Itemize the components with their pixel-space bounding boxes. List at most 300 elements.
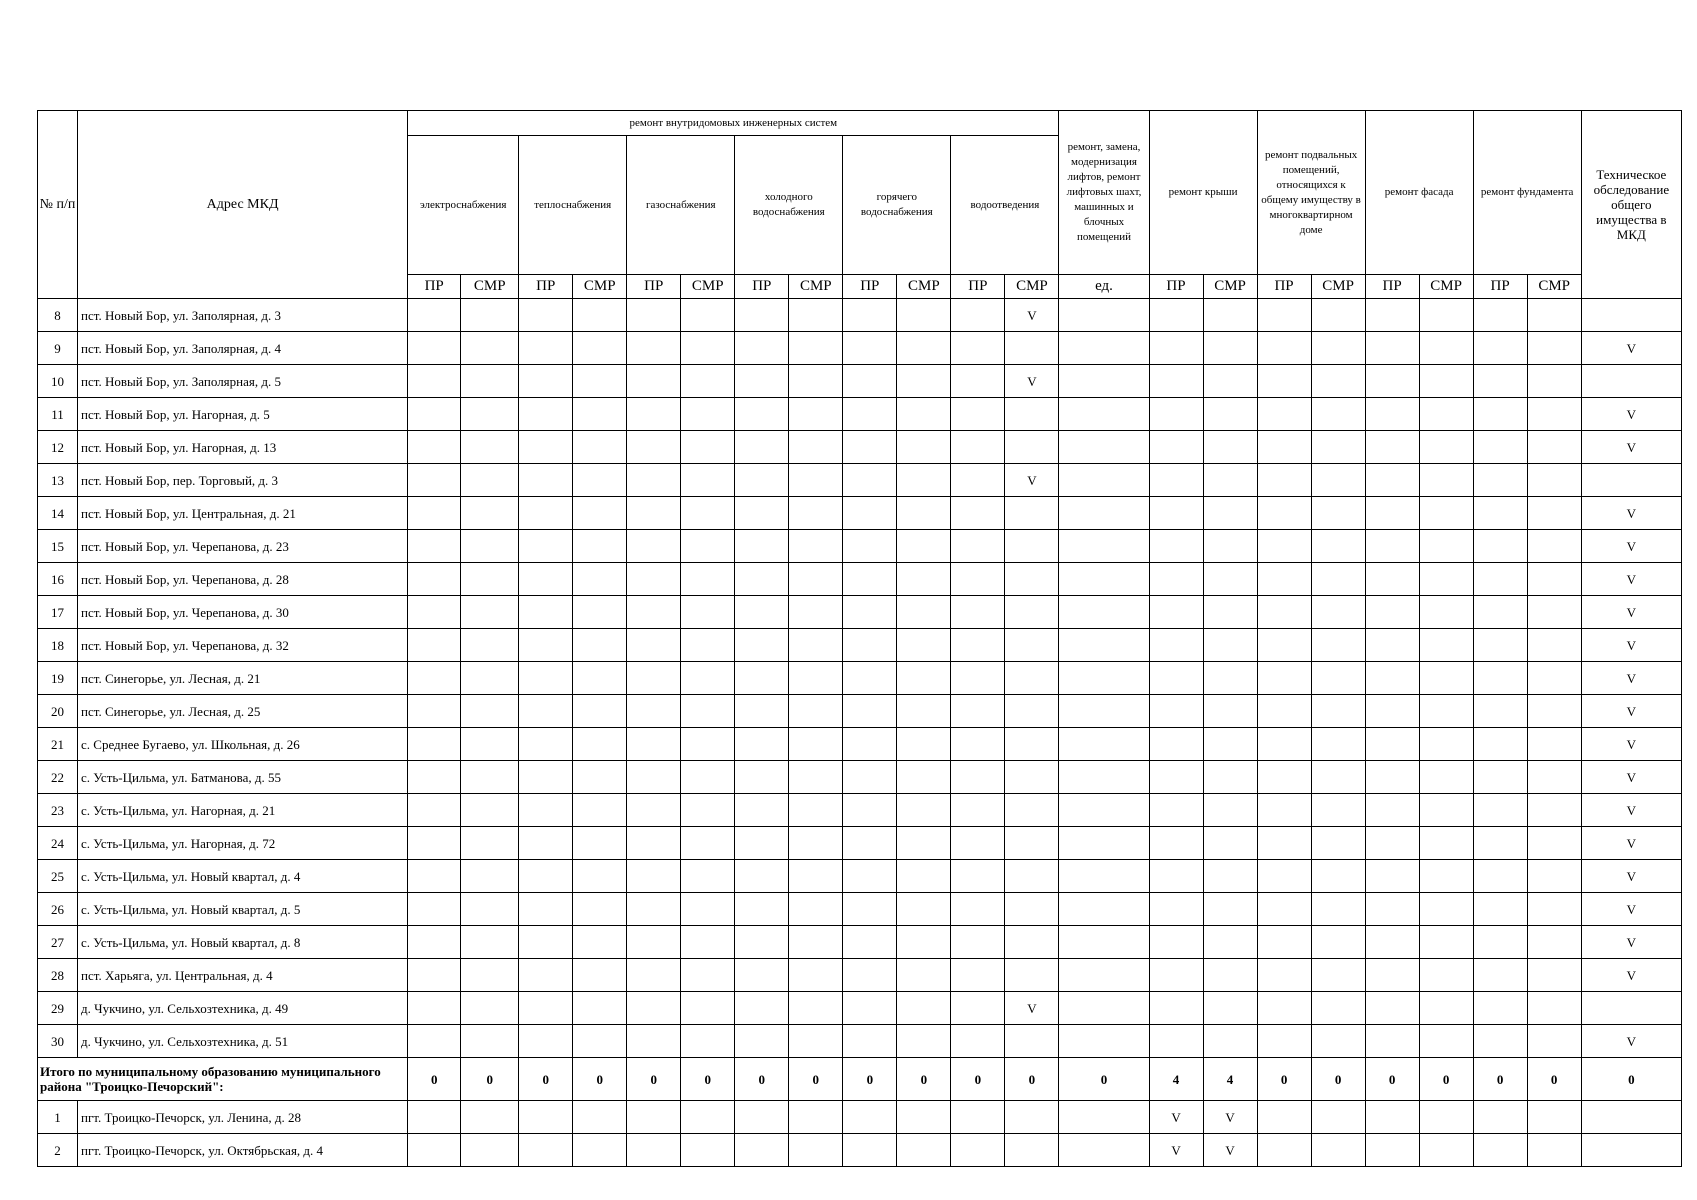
- header-cold-water: холодного водоснабжения: [735, 136, 843, 275]
- row-cell: [897, 365, 951, 398]
- row-cell: V: [1581, 497, 1681, 530]
- row-cell: [681, 695, 735, 728]
- row-cell: [1257, 893, 1311, 926]
- row-cell: [1581, 299, 1681, 332]
- row-cell: [1257, 1025, 1311, 1058]
- header-heat: теплоснабжения: [519, 136, 627, 275]
- row-cell: [951, 431, 1005, 464]
- row-cell: [843, 695, 897, 728]
- row-cell: [1005, 959, 1059, 992]
- row-number: 30: [38, 1025, 78, 1058]
- row-cell: [627, 959, 681, 992]
- row-cell: [1257, 629, 1311, 662]
- row-cell: [1419, 860, 1473, 893]
- row-cell: [627, 365, 681, 398]
- row-cell: [951, 794, 1005, 827]
- row-number: 19: [38, 662, 78, 695]
- row-cell: [681, 365, 735, 398]
- row-cell: [789, 596, 843, 629]
- row-cell: [519, 794, 573, 827]
- row-cell: [1527, 431, 1581, 464]
- row-cell: [951, 596, 1005, 629]
- row-cell: [627, 497, 681, 530]
- header-num: № п/п: [38, 111, 78, 299]
- row-cell: [1149, 332, 1203, 365]
- row-cell: [519, 299, 573, 332]
- row-cell: [897, 1134, 951, 1167]
- header-gas: газоснабжения: [627, 136, 735, 275]
- row-cell: [843, 332, 897, 365]
- row-cell: [1005, 596, 1059, 629]
- row-cell: [408, 464, 461, 497]
- row-cell: [461, 992, 519, 1025]
- row-cell: [681, 926, 735, 959]
- header-pr: ПР: [1365, 275, 1419, 299]
- row-cell: [1365, 992, 1419, 1025]
- row-cell: [1311, 1134, 1365, 1167]
- row-cell: V: [1005, 992, 1059, 1025]
- row-number: 25: [38, 860, 78, 893]
- row-cell: [1473, 1134, 1527, 1167]
- row-cell: [735, 827, 789, 860]
- row-cell: [951, 563, 1005, 596]
- row-cell: V: [1005, 299, 1059, 332]
- row-cell: [1005, 860, 1059, 893]
- row-cell: [1419, 431, 1473, 464]
- row-cell: [627, 761, 681, 794]
- row-cell: [843, 926, 897, 959]
- row-cell: [1149, 563, 1203, 596]
- row-cell: V: [1581, 1025, 1681, 1058]
- row-cell: [789, 1101, 843, 1134]
- row-cell: [1419, 497, 1473, 530]
- row-cell: [1311, 497, 1365, 530]
- row-cell: [681, 1101, 735, 1134]
- row-cell: [519, 695, 573, 728]
- row-cell: [1203, 794, 1257, 827]
- row-cell: [843, 464, 897, 497]
- table-row: [38, 860, 1682, 893]
- row-address: пст. Новый Бор, ул. Заполярная, д. 4: [78, 332, 408, 365]
- row-cell: [1149, 827, 1203, 860]
- row-cell: [1527, 827, 1581, 860]
- row-cell: [1473, 827, 1527, 860]
- row-cell: [1311, 827, 1365, 860]
- row-cell: [1257, 827, 1311, 860]
- row-cell: [627, 662, 681, 695]
- row-cell: V: [1581, 893, 1681, 926]
- row-cell: [1311, 695, 1365, 728]
- row-cell: [1059, 860, 1149, 893]
- row-cell: [408, 497, 461, 530]
- row-cell: [627, 926, 681, 959]
- row-cell: [627, 1134, 681, 1167]
- row-cell: [951, 695, 1005, 728]
- row-cell: [1419, 629, 1473, 662]
- row-cell: [951, 332, 1005, 365]
- row-cell: 0: [735, 1058, 789, 1101]
- row-cell: [1311, 464, 1365, 497]
- row-cell: [897, 431, 951, 464]
- row-cell: [1473, 695, 1527, 728]
- row-cell: [519, 563, 573, 596]
- table-header: [38, 111, 1682, 299]
- row-cell: [1311, 365, 1365, 398]
- row-cell: [789, 794, 843, 827]
- row-cell: [735, 695, 789, 728]
- row-cell: [951, 926, 1005, 959]
- row-cell: [573, 761, 627, 794]
- row-number: 9: [38, 332, 78, 365]
- row-cell: [1527, 926, 1581, 959]
- row-cell: [681, 893, 735, 926]
- row-cell: [1257, 596, 1311, 629]
- row-cell: 0: [573, 1058, 627, 1101]
- row-cell: [951, 662, 1005, 695]
- row-cell: [408, 431, 461, 464]
- row-cell: [1203, 860, 1257, 893]
- row-cell: V: [1581, 563, 1681, 596]
- row-cell: [789, 662, 843, 695]
- row-cell: [789, 1025, 843, 1058]
- row-cell: [1005, 926, 1059, 959]
- row-cell: [735, 662, 789, 695]
- row-address: пст. Новый Бор, ул. Центральная, д. 21: [78, 497, 408, 530]
- row-cell: [1527, 332, 1581, 365]
- row-cell: [1365, 1134, 1419, 1167]
- row-cell: [735, 464, 789, 497]
- row-cell: [681, 794, 735, 827]
- header-pr: ПР: [408, 275, 461, 299]
- row-cell: [843, 728, 897, 761]
- row-cell: [1257, 695, 1311, 728]
- row-cell: V: [1581, 926, 1681, 959]
- row-cell: [573, 1025, 627, 1058]
- row-cell: [1527, 860, 1581, 893]
- row-number: 17: [38, 596, 78, 629]
- row-cell: [461, 398, 519, 431]
- row-cell: [408, 596, 461, 629]
- row-cell: [1257, 365, 1311, 398]
- row-cell: [1059, 596, 1149, 629]
- row-cell: [1419, 1025, 1473, 1058]
- row-address: пст. Новый Бор, ул. Нагорная, д. 5: [78, 398, 408, 431]
- row-cell: 0: [897, 1058, 951, 1101]
- row-cell: [1203, 596, 1257, 629]
- row-cell: [408, 530, 461, 563]
- header-electro: электроснабжения: [408, 136, 519, 275]
- row-cell: 0: [1365, 1058, 1419, 1101]
- row-cell: [519, 926, 573, 959]
- row-cell: [1059, 761, 1149, 794]
- row-cell: [519, 893, 573, 926]
- row-number: 10: [38, 365, 78, 398]
- header-smr: СМР: [681, 275, 735, 299]
- header-lifts: ремонт, замена, модернизация лифтов, ремонт лифтовых шахт, машинных и блочных помещений: [1059, 111, 1149, 275]
- row-cell: 0: [681, 1058, 735, 1101]
- row-cell: [461, 662, 519, 695]
- row-cell: [843, 596, 897, 629]
- row-cell: [789, 959, 843, 992]
- row-cell: [573, 332, 627, 365]
- row-cell: [573, 959, 627, 992]
- row-cell: [1527, 530, 1581, 563]
- row-cell: [1257, 563, 1311, 596]
- row-cell: [408, 299, 461, 332]
- row-cell: 0: [1257, 1058, 1311, 1101]
- row-cell: [897, 398, 951, 431]
- row-cell: [1203, 365, 1257, 398]
- row-cell: [681, 530, 735, 563]
- row-cell: [897, 530, 951, 563]
- row-cell: [1365, 332, 1419, 365]
- row-cell: V: [1581, 794, 1681, 827]
- row-cell: 0: [789, 1058, 843, 1101]
- table-row: [38, 464, 1682, 497]
- row-cell: [1581, 464, 1681, 497]
- row-cell: [1473, 794, 1527, 827]
- row-cell: [1149, 992, 1203, 1025]
- row-cell: [519, 761, 573, 794]
- row-cell: [1203, 827, 1257, 860]
- header-pr: ПР: [627, 275, 681, 299]
- row-cell: [843, 530, 897, 563]
- row-cell: [1527, 992, 1581, 1025]
- row-cell: [1005, 431, 1059, 464]
- row-cell: [1005, 893, 1059, 926]
- row-cell: [1149, 497, 1203, 530]
- row-cell: [1365, 398, 1419, 431]
- row-cell: [1473, 893, 1527, 926]
- row-cell: [1059, 563, 1149, 596]
- row-cell: [408, 365, 461, 398]
- row-cell: [461, 827, 519, 860]
- row-address: пст. Синегорье, ул. Лесная, д. 21: [78, 662, 408, 695]
- row-cell: [951, 530, 1005, 563]
- row-cell: [897, 695, 951, 728]
- row-cell: [1257, 926, 1311, 959]
- row-cell: [897, 893, 951, 926]
- row-cell: [1059, 827, 1149, 860]
- row-cell: V: [1581, 860, 1681, 893]
- row-cell: [1473, 761, 1527, 794]
- row-cell: [1149, 1025, 1203, 1058]
- row-cell: [735, 629, 789, 662]
- row-cell: [519, 662, 573, 695]
- row-cell: [843, 398, 897, 431]
- row-cell: [519, 431, 573, 464]
- header-smr: СМР: [1203, 275, 1257, 299]
- row-cell: [573, 530, 627, 563]
- row-cell: [681, 563, 735, 596]
- row-cell: [789, 695, 843, 728]
- row-number: 26: [38, 893, 78, 926]
- row-cell: [789, 860, 843, 893]
- row-cell: [1149, 365, 1203, 398]
- row-cell: [627, 629, 681, 662]
- row-cell: [1059, 629, 1149, 662]
- header-roof: ремонт крыши: [1149, 111, 1257, 275]
- row-cell: [573, 1134, 627, 1167]
- row-cell: 0: [843, 1058, 897, 1101]
- row-cell: [1419, 794, 1473, 827]
- row-cell: [573, 695, 627, 728]
- row-number: 18: [38, 629, 78, 662]
- row-cell: [1149, 728, 1203, 761]
- row-number: 11: [38, 398, 78, 431]
- row-cell: [843, 365, 897, 398]
- row-cell: [519, 1101, 573, 1134]
- row-cell: [1473, 596, 1527, 629]
- row-cell: [1203, 959, 1257, 992]
- row-cell: [627, 728, 681, 761]
- row-cell: [1257, 959, 1311, 992]
- row-address: д. Чукчино, ул. Сельхозтехника, д. 51: [78, 1025, 408, 1058]
- table-row: [38, 299, 1682, 332]
- row-cell: [573, 728, 627, 761]
- row-cell: [1257, 398, 1311, 431]
- row-cell: [681, 497, 735, 530]
- row-cell: [1473, 1025, 1527, 1058]
- row-cell: V: [1581, 596, 1681, 629]
- row-cell: [1527, 1134, 1581, 1167]
- header-hot-water: горячего водоснабжения: [843, 136, 951, 275]
- row-number: 28: [38, 959, 78, 992]
- row-cell: [843, 299, 897, 332]
- header-pr: ПР: [519, 275, 573, 299]
- row-cell: [1203, 530, 1257, 563]
- row-cell: [519, 596, 573, 629]
- row-cell: [897, 332, 951, 365]
- row-cell: [408, 1025, 461, 1058]
- table-row: [38, 794, 1682, 827]
- row-cell: [461, 629, 519, 662]
- row-cell: [789, 497, 843, 530]
- row-cell: 0: [1005, 1058, 1059, 1101]
- row-cell: [735, 332, 789, 365]
- row-cell: [951, 629, 1005, 662]
- row-address: пгт. Троицко-Печорск, ул. Октябрьская, д. 4: [78, 1134, 408, 1167]
- row-cell: [681, 629, 735, 662]
- row-cell: [1059, 1101, 1149, 1134]
- row-cell: [1059, 1134, 1149, 1167]
- row-cell: [519, 1134, 573, 1167]
- row-cell: [897, 662, 951, 695]
- row-cell: [461, 1134, 519, 1167]
- row-cell: [1149, 398, 1203, 431]
- row-cell: [1257, 992, 1311, 1025]
- row-cell: [1473, 299, 1527, 332]
- row-cell: [519, 464, 573, 497]
- row-cell: [735, 596, 789, 629]
- row-cell: [1419, 893, 1473, 926]
- row-cell: [573, 596, 627, 629]
- row-cell: [789, 629, 843, 662]
- table-row: [38, 596, 1682, 629]
- row-cell: [1311, 992, 1365, 1025]
- row-cell: [1311, 1025, 1365, 1058]
- row-cell: V: [1203, 1101, 1257, 1134]
- row-cell: [1005, 695, 1059, 728]
- row-cell: V: [1581, 827, 1681, 860]
- row-address: пст. Новый Бор, ул. Черепанова, д. 23: [78, 530, 408, 563]
- row-cell: [897, 1101, 951, 1134]
- table-row: [38, 629, 1682, 662]
- row-cell: [1419, 827, 1473, 860]
- row-cell: [1311, 596, 1365, 629]
- table-row: [38, 728, 1682, 761]
- row-cell: [461, 926, 519, 959]
- header-pr: ПР: [735, 275, 789, 299]
- row-cell: [1311, 959, 1365, 992]
- table-row: [38, 893, 1682, 926]
- row-cell: [519, 365, 573, 398]
- row-cell: [789, 563, 843, 596]
- row-cell: [1365, 365, 1419, 398]
- header-basement: ремонт подвальных помещений, относящихся к общему имуществу в многоквартирном доме: [1257, 111, 1365, 275]
- row-cell: [1059, 695, 1149, 728]
- row-cell: [1149, 530, 1203, 563]
- row-cell: [789, 992, 843, 1025]
- row-cell: 0: [1527, 1058, 1581, 1101]
- row-cell: [627, 431, 681, 464]
- row-cell: [1473, 959, 1527, 992]
- row-cell: 0: [1311, 1058, 1365, 1101]
- row-cell: [1527, 299, 1581, 332]
- row-cell: [1059, 794, 1149, 827]
- row-cell: [573, 992, 627, 1025]
- row-cell: [897, 992, 951, 1025]
- row-cell: [1527, 695, 1581, 728]
- table-row: [38, 398, 1682, 431]
- row-cell: [1419, 1101, 1473, 1134]
- table-row: [38, 497, 1682, 530]
- row-cell: [1203, 728, 1257, 761]
- row-cell: [461, 332, 519, 365]
- row-cell: [1059, 992, 1149, 1025]
- row-cell: [519, 959, 573, 992]
- row-cell: 4: [1149, 1058, 1203, 1101]
- header-pr: ПР: [1149, 275, 1203, 299]
- row-cell: [1005, 728, 1059, 761]
- row-cell: [519, 398, 573, 431]
- row-cell: [681, 728, 735, 761]
- row-cell: [951, 1101, 1005, 1134]
- header-smr: СМР: [461, 275, 519, 299]
- row-number: 29: [38, 992, 78, 1025]
- row-cell: [843, 794, 897, 827]
- row-cell: [1149, 431, 1203, 464]
- row-cell: [1365, 530, 1419, 563]
- row-cell: [1149, 794, 1203, 827]
- row-cell: [1311, 431, 1365, 464]
- header-smr: СМР: [1005, 275, 1059, 299]
- row-cell: [573, 497, 627, 530]
- row-cell: [735, 365, 789, 398]
- row-cell: [1419, 1134, 1473, 1167]
- row-cell: [1005, 1134, 1059, 1167]
- row-cell: [897, 860, 951, 893]
- row-cell: [843, 1101, 897, 1134]
- row-cell: [951, 761, 1005, 794]
- row-cell: [461, 431, 519, 464]
- row-cell: [627, 563, 681, 596]
- row-cell: [408, 728, 461, 761]
- row-cell: [408, 398, 461, 431]
- row-cell: [519, 992, 573, 1025]
- row-cell: [1257, 464, 1311, 497]
- row-cell: [1365, 794, 1419, 827]
